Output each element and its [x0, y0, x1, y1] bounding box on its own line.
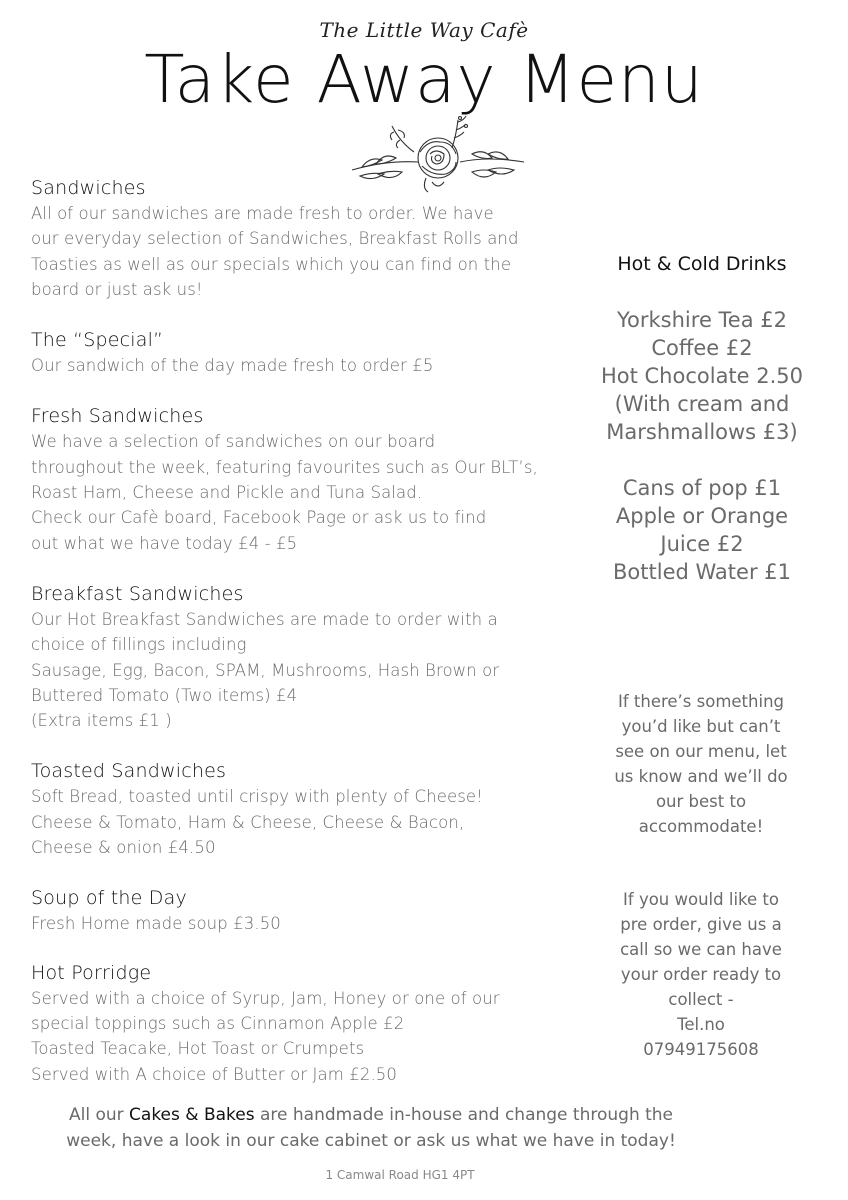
section-description: Our Hot Breakfast Sandwiches are made to order with a choice of fillings including Sausage, Egg, Bacon, SPAM, Mushrooms, Hash Brown or Buttered Tomato (Two items) £4 (Extra items £1 ) — [31, 609, 500, 731]
section-description: Served with a choice of Syrup, Jam, Honey or one of our special toppings such as Cinnamon Apple £2 Toasted Teacake, Hot Toast or Crumpets Served with A choice of Butter or Jam £2.50 — [31, 988, 500, 1084]
section-title: Hot Porridge — [31, 961, 152, 984]
section-fresh-sandwiches — [31, 404, 576, 555]
cakes-note — [31, 1102, 711, 1154]
section-description: All of our sandwiches are made fresh to order. We have our everyday selection of Sandwiches, Breakfast Rolls and Toasties as well as our specials which you can find on the board or just ask us! — [31, 204, 519, 299]
section-breakfast-sandwiches — [31, 582, 576, 733]
section-title: Fresh Sandwiches — [31, 405, 204, 428]
menu-request-note: If there’s something you’d like but can’t see on our menu, let us know and we’ll do our best to accommodate! — [614, 692, 788, 836]
cafe-name: The Little Way Cafè — [319, 18, 529, 42]
section-title: Breakfast Sandwiches — [31, 582, 244, 605]
section-description: We have a selection of sandwiches on our board throughout the week, featuring favourites such as Our BLT’s, Roast Ham, Cheese and Pickle and Tuna Salad. Check our Cafè board, Facebook Page or ask us to find out what we have today £4 - £5 — [31, 432, 538, 553]
drink-item: Yorkshire Tea £2 — [617, 308, 787, 332]
drink-item: Juice £2 — [660, 532, 744, 556]
section-special — [31, 328, 576, 378]
drink-item: Marshmallows £3) — [606, 420, 798, 444]
section-description: Soft Bread, toasted until crispy with plenty of Cheese! Cheese & Tomato, Ham & Cheese, Cheese & Bacon, Cheese & onion £4.50 — [31, 787, 483, 858]
drink-item: Hot Chocolate 2.50 — [600, 364, 804, 388]
drink-item: Apple or Orange — [615, 504, 789, 528]
cakes-note-text: are handmade in-house and change through the week, have a look in our cake cabinet or ask us what we have in today! — [66, 1105, 676, 1151]
section-porridge — [31, 961, 576, 1087]
drink-item: Cans of pop £1 — [622, 476, 782, 500]
food-menu — [31, 176, 576, 1087]
section-soup — [31, 886, 576, 936]
cakes-note-text: All our — [68, 1105, 130, 1125]
section-title: Sandwiches — [31, 177, 146, 199]
cakes-highlight: Cakes & Bakes — [129, 1105, 255, 1125]
section-description: Fresh Home made soup £3.50 — [31, 914, 281, 934]
page-title: Take Away Menu — [144, 41, 704, 118]
drink-item: (With cream and — [614, 392, 790, 416]
drinks-list — [582, 306, 822, 586]
drink-item: Coffee £2 — [651, 336, 753, 360]
address: 1 Camwal Road HG1 4PT — [325, 1168, 475, 1182]
section-title: Soup of the Day — [31, 887, 187, 910]
section-toasted-sandwiches — [31, 759, 576, 860]
section-title: The “Special” — [31, 329, 164, 352]
section-sandwiches — [31, 176, 576, 302]
pre-order-note: If you would like to pre order, give us a call so we can have your order ready to collect - Tel.no 07949175608 — [620, 890, 782, 1059]
drinks-title: Hot & Cold Drinks — [617, 253, 787, 275]
section-description: Our sandwich of the day made fresh to order £5 — [31, 356, 434, 376]
drink-item: Bottled Water £1 — [613, 560, 791, 584]
section-title: Toasted Sandwiches — [31, 760, 227, 783]
